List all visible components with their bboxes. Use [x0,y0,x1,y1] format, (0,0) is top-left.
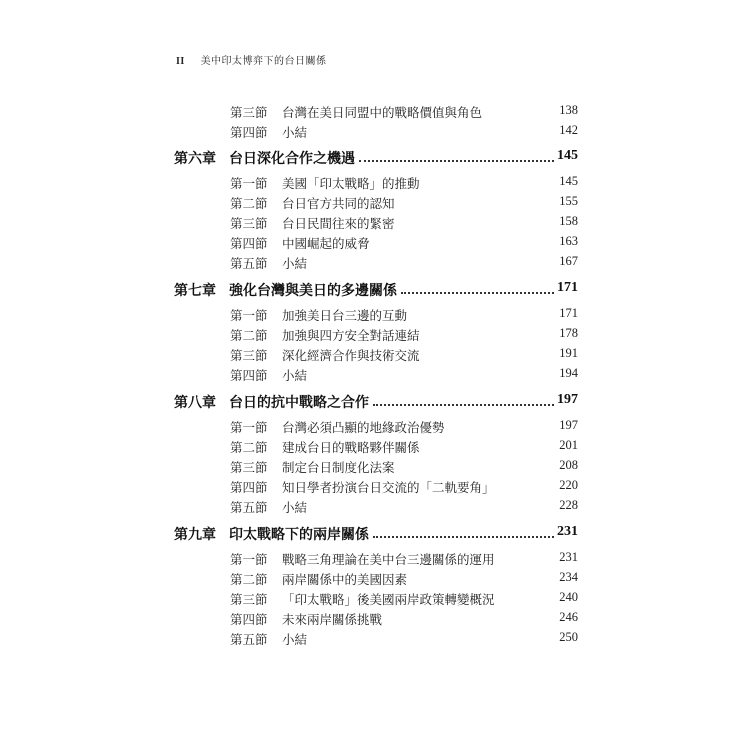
section-page-number: 228 [559,498,578,512]
section-title: 制定台日制度化法案 [282,460,395,475]
section-title: 加強與四方安全對話連結 [282,328,420,343]
toc-section-row [0,304,750,324]
section-page-number: 158 [559,214,578,228]
section-label: 第五節 [230,500,268,515]
section-title: 知日學者扮演台日交流的「二軌要角」 [282,480,495,495]
toc-section-row [0,568,750,588]
section-label: 第三節 [230,216,268,231]
chapter-title: 台日的抗中戰略之合作 [229,395,369,411]
dot-leader [373,536,554,538]
section-page-number: 145 [559,174,578,188]
dot-leader [401,292,554,294]
dot-leader [373,404,554,406]
dot-leader [359,160,554,162]
section-title: 台灣在美日同盟中的戰略價值與角色 [282,105,483,120]
section-page-number: 171 [559,306,578,320]
section-page-number: 142 [559,123,578,137]
toc-section-row [0,628,750,648]
toc-section-row [0,476,750,496]
chapter-title: 印太戰略下的兩岸關係 [229,527,369,543]
section-title: 台日民間往來的緊密 [282,216,395,231]
section-label: 第四節 [230,236,268,251]
section-page-number: 178 [559,326,578,340]
toc-section-row [0,548,750,568]
section-label: 第五節 [230,256,268,271]
section-label: 第三節 [230,348,268,363]
section-title: 小結 [282,632,308,647]
chapter-label: 第九章 [174,527,216,543]
toc-section-row [0,436,750,456]
chapter-title: 台日深化合作之機遇 [229,151,355,167]
section-title: 兩岸關係中的美國因素 [282,572,408,587]
section-label: 第一節 [230,552,268,567]
section-title: 台日官方共同的認知 [282,196,395,211]
section-page-number: 138 [559,103,578,117]
chapter-title: 強化台灣與美日的多邊關係 [229,283,397,299]
toc-section-row [0,101,750,121]
section-title: 建成台日的戰略夥伴關係 [282,440,420,455]
toc-section-row [0,324,750,344]
section-page-number: 250 [559,630,578,644]
section-title: 台灣必須凸顯的地緣政治優勢 [282,420,445,435]
toc-chapter-row [0,148,750,172]
toc-chapter-row [0,524,750,548]
section-label: 第四節 [230,480,268,495]
chapter-page-number: 145 [557,148,578,163]
section-page-number: 167 [559,254,578,268]
section-page-number: 163 [559,234,578,248]
toc-section-row [0,172,750,192]
section-page-number: 234 [559,570,578,584]
toc-section-row [0,344,750,364]
section-label: 第二節 [230,196,268,211]
section-title: 小結 [282,256,308,271]
toc-section-row [0,416,750,436]
header-page-number: II [176,56,185,67]
toc-section-row [0,212,750,232]
header-book-title: 美中印太博弈下的台日關係 [200,56,327,67]
section-page-number: 194 [559,366,578,380]
section-title: 小結 [282,125,308,140]
chapter-label: 第六章 [174,151,216,167]
chapter-page-number: 197 [557,392,578,407]
section-label: 第三節 [230,105,268,120]
section-label: 第二節 [230,440,268,455]
toc-section-row [0,364,750,384]
section-page-number: 191 [559,346,578,360]
toc-chapter-row [0,392,750,416]
section-page-number: 231 [559,550,578,564]
toc-section-row [0,232,750,252]
toc-section-row [0,496,750,516]
chapter-label: 第七章 [174,283,216,299]
section-label: 第一節 [230,176,268,191]
toc-chapter-row [0,280,750,304]
section-page-number: 197 [559,418,578,432]
section-page-number: 155 [559,194,578,208]
section-title: 未來兩岸關係挑戰 [282,612,383,627]
toc-section-row [0,588,750,608]
chapter-page-number: 171 [557,280,578,295]
section-page-number: 220 [559,478,578,492]
section-label: 第四節 [230,368,268,383]
section-page-number: 240 [559,590,578,604]
chapter-label: 第八章 [174,395,216,411]
section-page-number: 208 [559,458,578,472]
toc-section-row [0,608,750,628]
section-title: 小結 [282,368,308,383]
toc-section-row [0,456,750,476]
section-title: 中國崛起的威脅 [282,236,370,251]
toc-section-row [0,121,750,141]
section-label: 第一節 [230,308,268,323]
section-label: 第一節 [230,420,268,435]
section-label: 第三節 [230,592,268,607]
section-label: 第四節 [230,125,268,140]
section-label: 第五節 [230,632,268,647]
section-label: 第四節 [230,612,268,627]
chapter-page-number: 231 [557,524,578,539]
section-title: 戰略三角理論在美中台三邊關係的運用 [282,552,495,567]
section-title: 「印太戰略」後美國兩岸政策轉變概況 [282,592,495,607]
section-page-number: 246 [559,610,578,624]
section-title: 小結 [282,500,308,515]
section-title: 深化經濟合作與技術交流 [282,348,420,363]
section-label: 第二節 [230,328,268,343]
section-label: 第三節 [230,460,268,475]
section-title: 加強美日台三邊的互動 [282,308,408,323]
section-page-number: 201 [559,438,578,452]
toc-section-row [0,252,750,272]
section-title: 美國「印太戰略」的推動 [282,176,420,191]
toc-section-row [0,192,750,212]
section-label: 第二節 [230,572,268,587]
